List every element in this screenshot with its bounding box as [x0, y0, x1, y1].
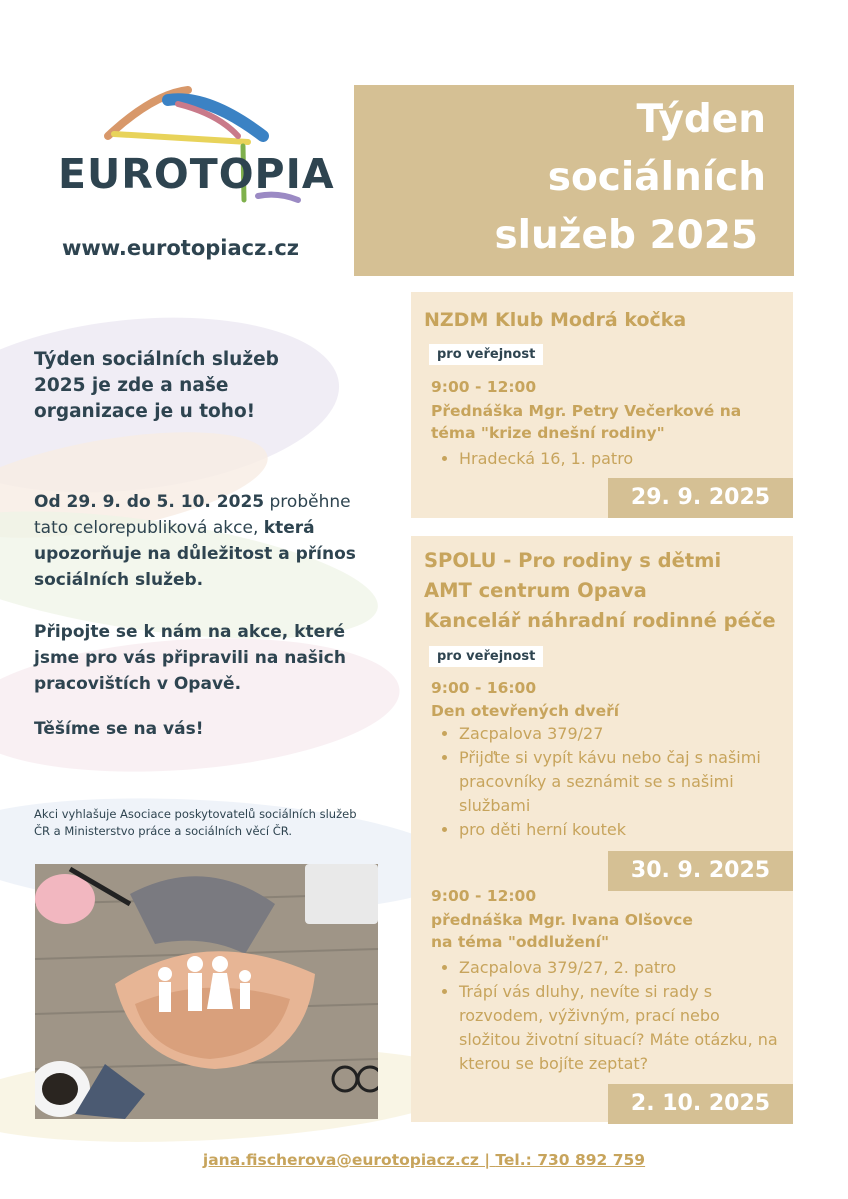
event1-desc-line-2: téma "krize dnešní rodiny" [431, 424, 665, 442]
event2-session2-desc-line-2: na téma "oddlužení" [431, 933, 610, 951]
event2-session2-bullets [441, 956, 779, 1076]
paragraph-dates [34, 489, 374, 593]
paragraph-join: Připojte se k nám na akce, které jsme pro vás připravili na našich pracovištích v Opavě. [34, 622, 346, 694]
family-hands-photo [35, 864, 378, 1119]
event-card-spolu [411, 536, 793, 1122]
event1-bullet: • Hradecká 16, 1. patro [459, 447, 633, 471]
event-card-modra-kocka [411, 292, 793, 518]
event2-session2-bullet-1: • Zacpalova 379/27, 2. patro [459, 956, 779, 980]
event2-session2-date-badge: 2. 10. 2025 [608, 1084, 793, 1124]
event2-session1-time: 9:00 - 16:00 [431, 679, 537, 697]
logo-wordmark: EUROTOPIA [58, 150, 335, 198]
contact-footer [0, 1151, 848, 1169]
event1-title: NZDM Klub Modrá kočka [424, 309, 687, 331]
contact-phone-link[interactable]: Tel.: 730 892 759 [495, 1151, 646, 1169]
eurotopia-logo[interactable] [58, 84, 335, 214]
event2-session1-desc: Den otevřených dveří [431, 702, 620, 720]
contact-separator: | [478, 1151, 496, 1169]
intro-text: Týden sociálních služeb 2025 je zde a naše organizace je u toho! [34, 349, 279, 422]
event2-title-line-2: AMT centrum Opava [424, 579, 647, 602]
event2-session2-time: 9:00 - 12:00 [431, 887, 537, 905]
event2-title-line-3: Kancelář náhradní rodinné péče [424, 609, 776, 632]
event2-audience-badge: pro veřejnost [429, 646, 543, 667]
organizer-note: Akci vyhlašuje Asociace poskytovatelů sociálních služeb ČR a Ministerstvo práce a sociálních věcí ČR. [34, 807, 357, 838]
title-line-2: sociálních [547, 155, 766, 200]
title-banner [354, 85, 794, 276]
title-line-1: Týden [636, 97, 766, 142]
event1-time: 9:00 - 12:00 [431, 378, 537, 396]
event2-session1-bullet-3: • pro děti herní koutek [459, 818, 789, 842]
event2-session1-bullet-2: • Přijďte si vypít kávu nebo čaj s našimi pracovníky a seznámit se s našimi službami [459, 746, 789, 818]
paragraph-dates-normal: proběhne tato celorepubliková akce, [34, 492, 351, 538]
event1-date-badge: 29. 9. 2025 [608, 478, 793, 518]
event1-desc-line-1: Přednáška Mgr. Petry Večerkové na [431, 402, 742, 420]
title-line-3: služeb 2025 [494, 213, 758, 258]
family-hands-illustration [35, 864, 378, 1119]
website-link[interactable]: www.eurotopiacz.cz [62, 236, 299, 260]
paragraph-dates-bold-start: Od 29. 9. do 5. 10. 2025 [34, 492, 265, 512]
paragraph-welcome: Těšíme se na vás! [34, 719, 204, 739]
event1-bullet-list [441, 447, 633, 471]
event2-session2-desc-line-1: přednáška Mgr. Ivana Olšovce [431, 911, 693, 929]
event2-session2-bullet-2: • Trápí vás dluhy, nevíte si rady s rozvodem, výživným, prací nebo složitou životní situací? Máte otázku, na kterou se bojíte zeptat? [459, 980, 779, 1076]
event2-title-line-1: SPOLU - Pro rodiny s dětmi [424, 549, 722, 572]
paragraph-dates-bold-end: která upozorňuje na důležitost a přínos sociálních služeb. [34, 518, 356, 590]
event2-session1-bullet-1: • Zacpalova 379/27 [459, 722, 789, 746]
contact-email-link[interactable]: jana.fischerova@eurotopiacz.cz [202, 1151, 479, 1169]
event2-session1-date-badge: 30. 9. 2025 [608, 851, 793, 891]
event2-session1-bullets [441, 722, 789, 842]
event1-audience-badge: pro veřejnost [429, 344, 543, 365]
